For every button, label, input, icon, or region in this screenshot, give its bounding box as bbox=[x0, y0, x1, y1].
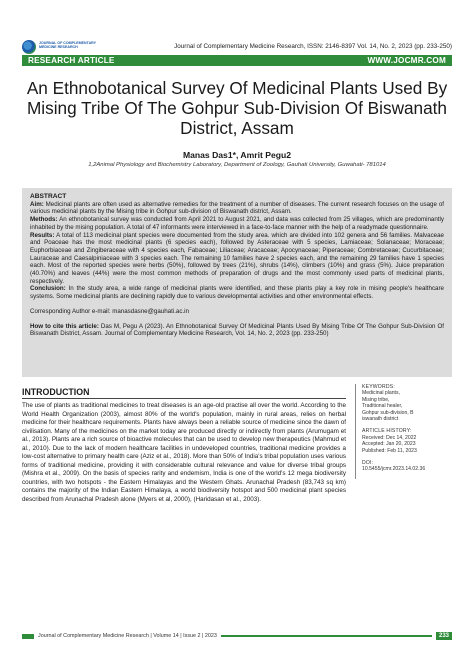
journal-citation-line: Journal of Complementary Medicine Research, ISSN: 2146-8397 Vol. 14, No. 2, 2023 (pp. 233-250) bbox=[174, 43, 452, 50]
keyword-item: iswanath district bbox=[362, 416, 399, 423]
keywords-block bbox=[362, 384, 452, 422]
doi-block bbox=[362, 460, 452, 473]
introduction-body: The use of plants as traditional medicines to treat diseases is an age-old practise all over the world. According to the World Health Organization (2003), almost 80% of the world's population, mainly in rural areas, relies on herbal medicine for their healthcare requirements. Plants have always been a reliable source of medicine since the dawn of civilisation. Many of the medicines on the market today are produced directly or indirectly from plants (Arumugam et al., 2013). Plants are a rich source of bioactive molecules that can be used to develop new therapeutics (Mahmud et al., 2010). Due to the lack of modern healthcare facilities in undeveloped countries, traditional medicine provides a low-cost alternative to primary health care (Aziz et al., 2018). More than 50% of India's tribal population uses various forms of traditional medicine, providing it with considerable cultural relevance and value for diverse tribal groups (Mishra et al., 2009). On the basis of species rarity and endemism, India is one of the world's 12 mega biodiversity countries, with two hotspots - the Eastern Himalayas and the Western Ghats. Arunachal Pradesh (83,743 sq km) contains the majority of the Indian Eastern Himalaya, a world biodiversity hotspot and 500 medicinal plant species described from Arunachal Pradesh alone (Myers et al, 2000), (Haridasan et al., 2003). bbox=[22, 402, 346, 503]
corresponding-author-email[interactable]: Corresponding Author e-mail: manasdasne@gauhati.ac.in bbox=[30, 307, 189, 315]
journal-logo-text: JOURNAL OF COMPLEMENTARY MEDICINE RESEARCH bbox=[39, 41, 96, 50]
journal-website-link[interactable]: WWW.JOCMR.COM bbox=[367, 56, 446, 65]
published-date: Published: Feb 11, 2023 bbox=[362, 447, 417, 454]
keywords-heading: KEYWORDS: bbox=[362, 384, 395, 390]
page-number: 233 bbox=[436, 632, 452, 640]
footer-accent bbox=[22, 634, 34, 639]
introduction-divider bbox=[22, 398, 346, 399]
doi-link[interactable]: 10.5455/jcmr.2023.14.02.36 bbox=[362, 466, 426, 473]
abstract-heading: ABSTRACT bbox=[30, 193, 67, 200]
article-type-bar bbox=[22, 55, 452, 66]
author-affiliation: 1,2Animal Physiology and Biochemistry Laboratory, Department of Zoology, Gauhati University, Guwahati- 781014 bbox=[88, 162, 386, 168]
abstract-conclusion: Conclusion: In the study area, a wide range of medicinal plants were identified, and these plants play a key role in mising people's healthcare systems. Some medicinal plants are declining rapidly due to various developmental activities and other environmental effects. bbox=[30, 285, 444, 301]
abstract-aim: Aim: Medicinal plants are often used as alternative remedies for the treatment of a number of diseases. The current research focuses on the usage of various medicinal plants by the Mising tribe in Gohpur sub-division of Biswanath district, Assam. bbox=[30, 200, 444, 216]
article-sidebar bbox=[355, 384, 452, 479]
how-to-cite: How to cite this article: Das M, Pegu A (2023). An Ethnobotanical Survey Of Medicinal Plants Used By Mising Tribe Of The Gohpur Sub-Division Of Biswanath District, Assam. Journal of Complementary Medicine Research, Vol. 14, No. 2, 2023 (pp. 233-250) bbox=[30, 322, 444, 338]
keyword-item: Traditional healer, bbox=[362, 403, 403, 410]
journal-logo-icon bbox=[22, 40, 36, 54]
introduction-heading: INTRODUCTION bbox=[22, 387, 90, 397]
article-history-block bbox=[362, 428, 452, 454]
author-list: Manas Das1*, Amrit Pegu2 bbox=[182, 150, 292, 160]
article-type: RESEARCH ARTICLE bbox=[28, 56, 115, 65]
doi-heading: DOI: bbox=[362, 460, 374, 467]
footer-rule bbox=[221, 635, 432, 637]
article-history-heading: ARTICLE HISTORY: bbox=[362, 428, 412, 435]
abstract-box bbox=[22, 188, 452, 377]
page-footer bbox=[22, 632, 452, 640]
abstract-results: Results: A total of 113 medicinal plant species were documented from the study area. which are divided into 102 genera and 56 families. Malvaceae and Poaceae has the most medicinal plants (6 species each), followed by Asteraceae with 5 species, Lamiaceae; Solanaceae; Moraceae; Euphorbiaceae and Zingiberaceae with 4 species each, Fabaceae; Liliaceae; Aracaceae; Apocynaceae; Piperaceae; Combretaceae; Cucurbitaceae; Lauraceae and Caesalpiniaceae with 3 species each. The remaining 10 families have 2 species each, and the remaining 29 families have 1 species each. Most of the reported species were herbs (50%), followed by trees (21%), shrubs (14%), climbers (10%) and grass (5%). Juice preparation (40.70%) and leaves (44%) were the most common methods of preparation of drugs and the most commonly used parts of medicinal plants, respectively. bbox=[30, 231, 444, 285]
journal-logo bbox=[22, 40, 112, 54]
received-date: Received: Dec 14, 2022 bbox=[362, 434, 417, 441]
keyword-item: Mising tribe, bbox=[362, 396, 390, 403]
keyword-item: Medicinal plants, bbox=[362, 390, 400, 397]
accepted-date: Accepted: Jan 20, 2023 bbox=[362, 441, 416, 448]
abstract-methods: Methods: An ethnobotanical survey was conducted from April 2021 to August 2021, and data was collected from 25 villages, which are predominantly inhabited by the mising population. A total of 47 informants were interviewed in a face-to-face manner with the help of a readymade questionnaire. bbox=[30, 216, 444, 231]
keyword-item: Gohpur sub-division, B bbox=[362, 409, 414, 416]
footer-journal-info: Journal of Complementary Medicine Research | Volume 14 | Issue 2 | 2023 bbox=[38, 633, 217, 639]
article-title: An Ethnobotanical Survey Of Medicinal Plants Used By Mising Tribe Of The Gohpur Sub-Division Of Biswanath District, Assam bbox=[26, 78, 448, 138]
